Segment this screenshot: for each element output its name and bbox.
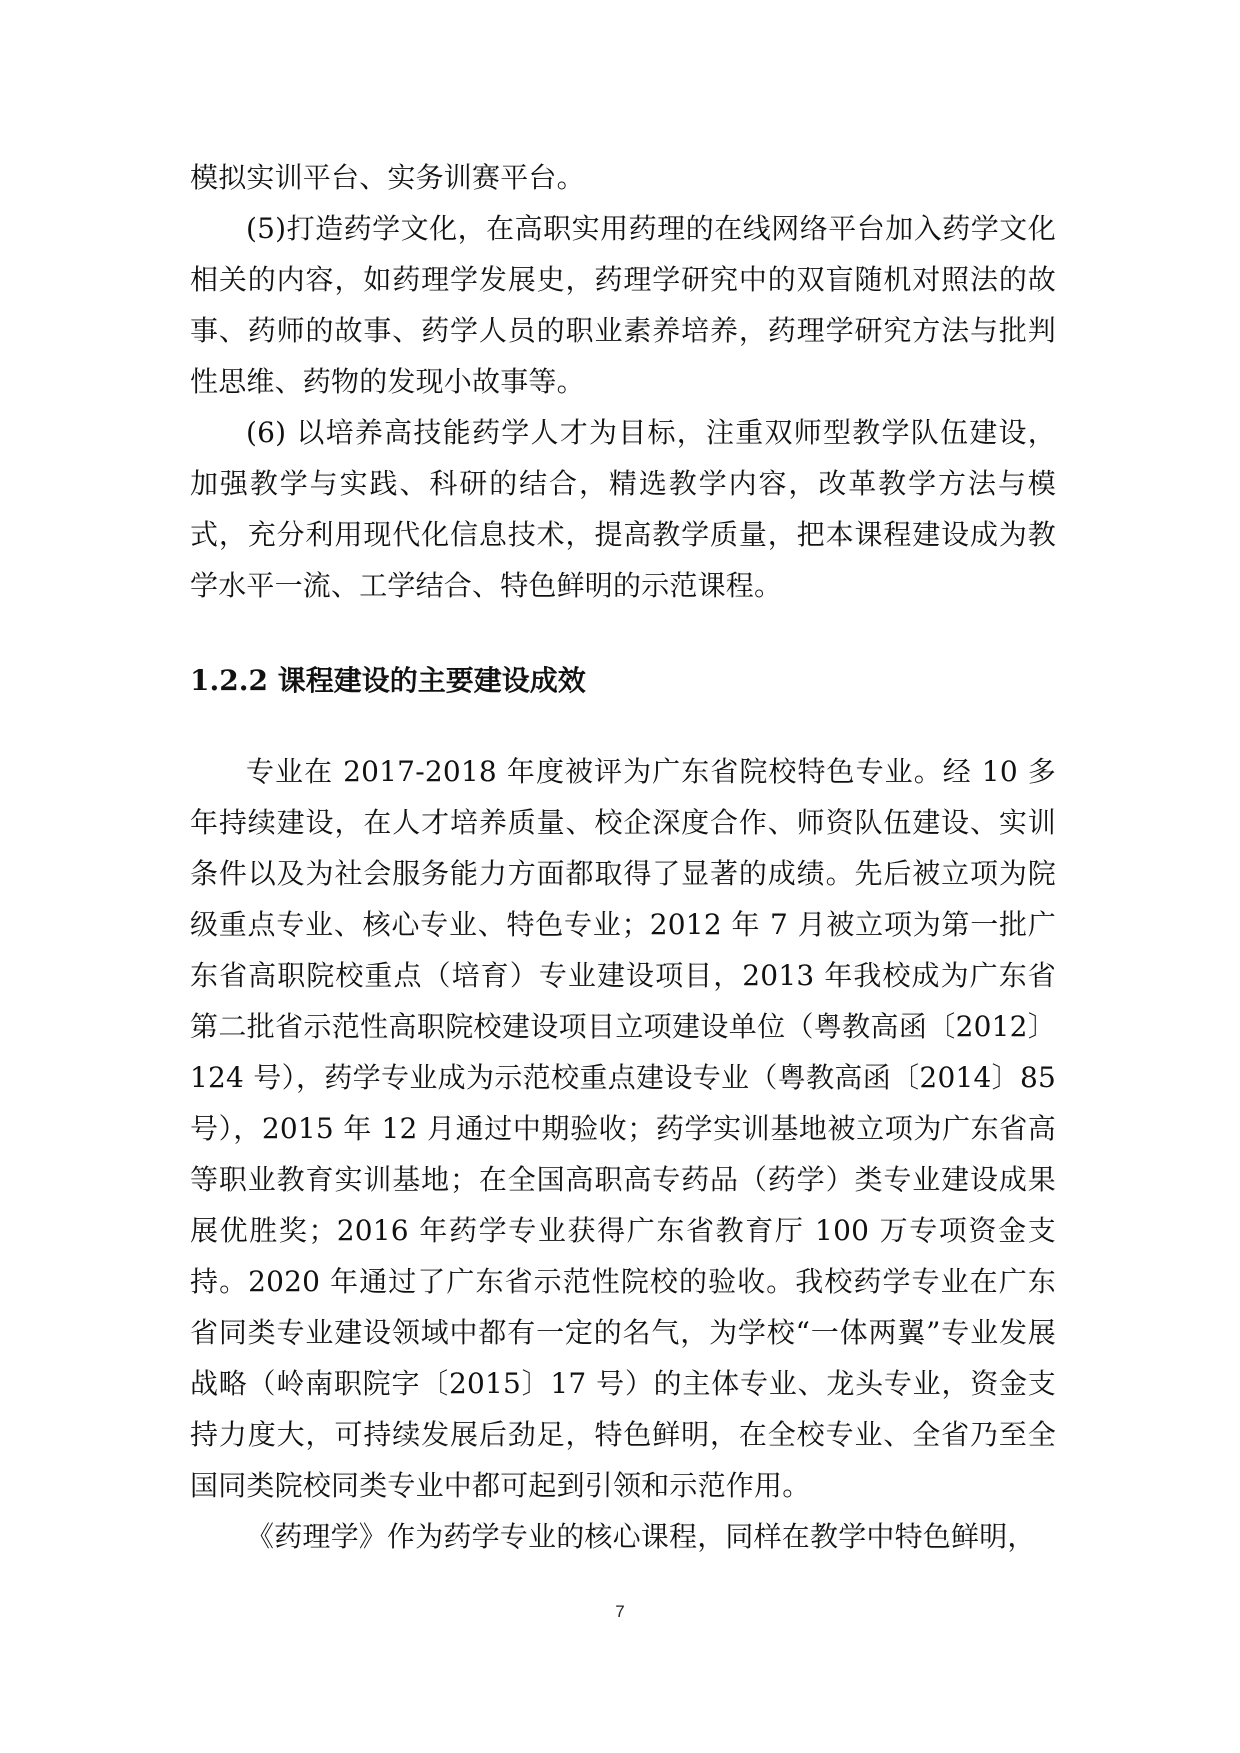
page-content (190, 152, 1056, 1562)
section-heading: 1.2.2 课程建设的主要建设成效 (190, 664, 586, 697)
paragraph-item-6-talent-goal: (6) 以培养高技能药学人才为目标，注重双师型教学队伍建设，加强教学与实践、科研的结合，精选教学内容，改革教学方法与模式，充分利用现代化信息技术，提高教学质量，把本课程建设成为教学水平一流、工学结合、特色鲜明的示范课程。 (190, 416, 1056, 602)
paragraph-item-5-pharmacy-culture: (5)打造药学文化，在高职实用药理的在线网络平台加入药学文化相关的内容，如药理学发展史，药理学研究中的双盲随机对照法的故事、药师的故事、药学人员的职业素养培养，药理学研究方法与批判性思维、药物的发现小故事等。 (190, 212, 1056, 398)
paragraph-platforms-continuation: 模拟实训平台、实务训赛平台。 (190, 161, 585, 194)
paragraph-pharmacology-course: 《药理学》作为药学专业的核心课程，同样在教学中特色鲜明， (246, 1520, 1036, 1553)
page-number: 7 (615, 1602, 625, 1621)
paragraph-construction-achievements: 专业在 2017-2018 年度被评为广东省院校特色专业。经 10 多年持续建设，在人才培养质量、校企深度合作、师资队伍建设、实训条件以及为社会服务能力方面都取得了显著的成绩。先后被立项为院级重点专业、核心专业、特色专业；2012 年 7 月被立项为第一批广东省高职院校重点（培育）专业建设项目，2013 年我校成为广东省第二批省示范性高职院校建设项目立项建设单位（粤教高函〔2012〕124 号），药学专业成为示范校重点建设专业（粤教高函〔2014〕85 号），2015 年 12 月通过中期验收；药学实训基地被立项为广东省高等职业教育实训基地；在全国高职高专药品（药学）类专业建设成果展优胜奖；2016 年药学专业获得广东省教育厅 100 万专项资金支持。2020 年通过了广东省示范性院校的验收。我校药学专业在广东省同类专业建设领域中都有一定的名气，为学校“一体两翼”专业发展战略（岭南职院字〔2015〕17 号）的主体专业、龙头专业，资金支持力度大，可持续发展后劲足，特色鲜明，在全校专业、全省乃至全国同类院校同类专业中都可起到引领和示范作用。 (190, 755, 1056, 1502)
